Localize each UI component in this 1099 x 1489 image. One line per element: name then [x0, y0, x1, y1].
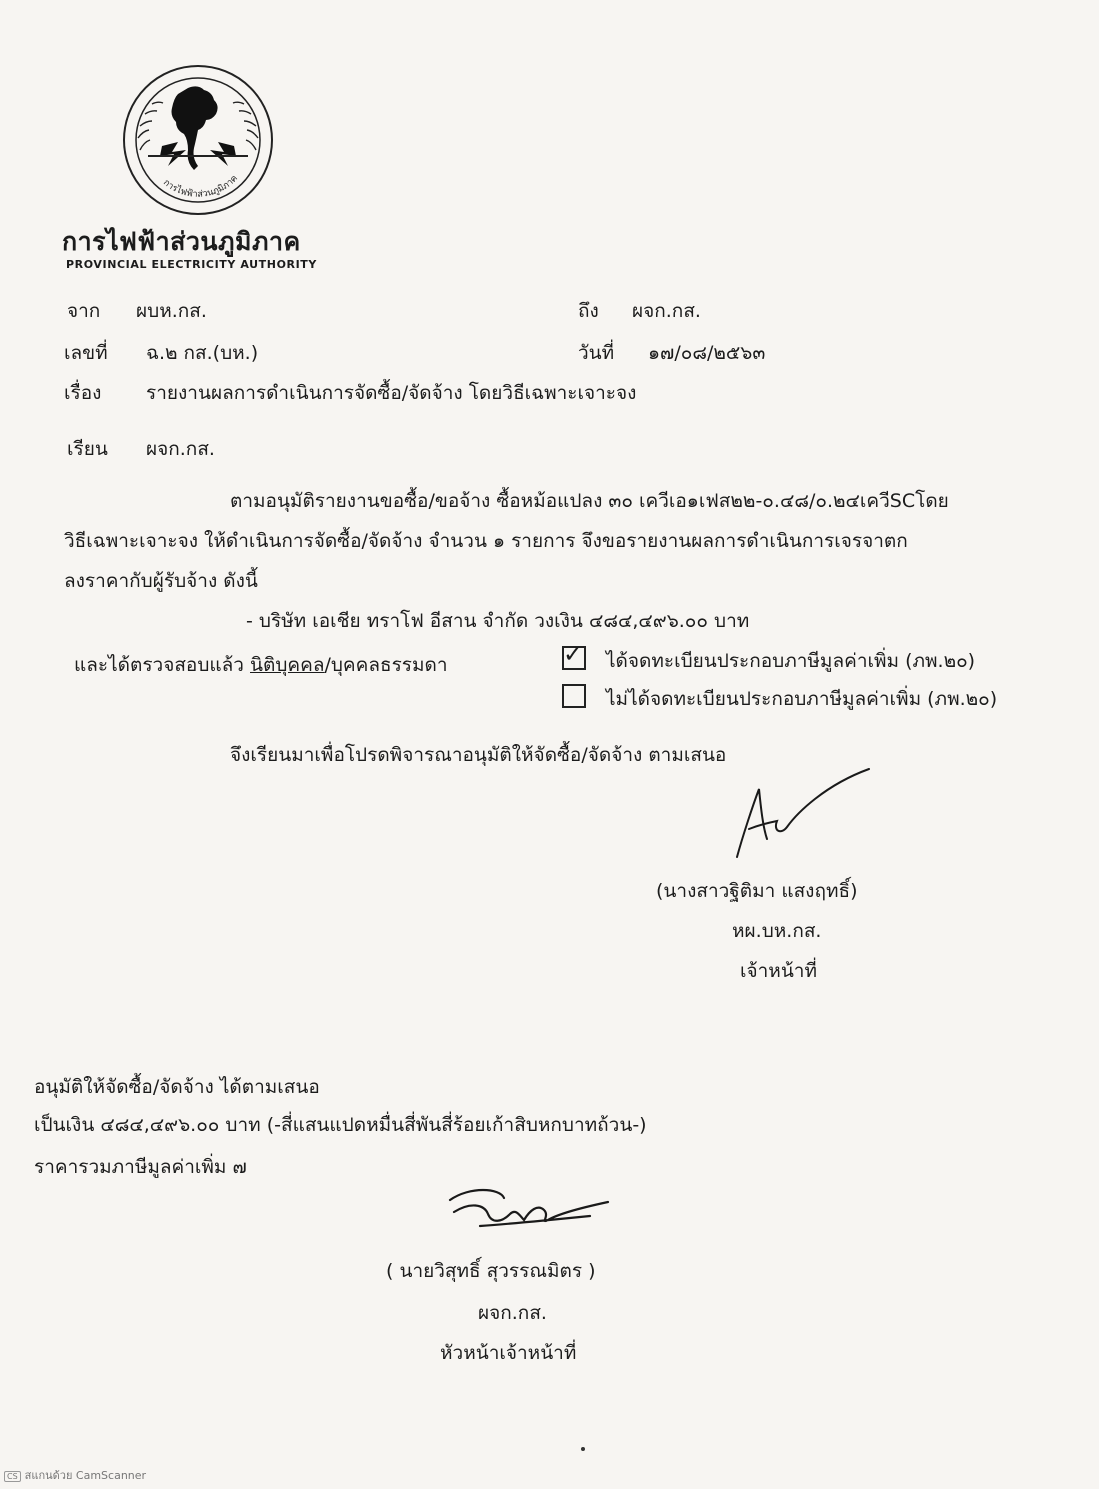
date-label: วันที่: [578, 342, 615, 364]
number-value: ฉ.๒ กส.(บห.): [146, 342, 259, 364]
subject-value: รายงานผลการดำเนินการจัดซื้อ/จัดจ้าง โดยวิธีเฉพาะเจาะจง: [146, 382, 637, 404]
check-prefix: และได้ตรวจสอบแล้ว: [74, 654, 251, 676]
from-value: ผบห.กส.: [136, 300, 207, 322]
logo-ring-text: การไฟฟ้าส่วนภูมิภาค: [161, 173, 240, 200]
signature-1: [725, 765, 875, 865]
signer-1-role: เจ้าหน้าที่: [740, 960, 818, 982]
salutation-label: เรียน: [67, 438, 108, 460]
body-line-3: ลงราคากับผู้รับจ้าง ดังนี้: [64, 570, 258, 592]
body-line-2: วิธีเฉพาะเจาะจง ให้ดำเนินการจัดซื้อ/จัดจ้าง จำนวน ๑ รายการ จึงขอรายงานผลการดำเนินการเจรจาตก: [64, 530, 908, 552]
pea-logo: [118, 60, 278, 220]
salutation-value: ผจก.กส.: [146, 438, 215, 460]
vat-registered-checkbox[interactable]: [562, 640, 586, 670]
signer-1-position: หผ.บห.กส.: [732, 920, 822, 942]
approval-line-2: เป็นเงิน ๔๘๔,๔๙๖.๐๐ บาท (-สี่แสนแปดหมื่นสี่พันสี่ร้อยเก้าสิบหกบาทถ้วน-): [34, 1114, 647, 1136]
check-underlined: นิติบุคคล: [250, 654, 325, 676]
vat-registered-label: ได้จดทะเบียนประกอบภาษีมูลค่าเพิ่ม (ภพ.๒๐): [606, 650, 976, 672]
approval-line-3: ราคารวมภาษีมูลค่าเพิ่ม ๗: [34, 1156, 247, 1178]
number-label: เลขที่: [64, 342, 108, 364]
org-name-thai: การไฟฟ้าส่วนภูมิภาค: [62, 227, 301, 256]
subject-label: เรื่อง: [64, 382, 102, 404]
camscanner-text: สแกนด้วย CamScanner: [24, 1469, 147, 1482]
check-suffix: /บุคคลธรรมดา: [324, 654, 448, 676]
vendor-line: - บริษัท เอเชีย ทราโฟ อีสาน จำกัด วงเงิน ๔๘๔,๔๙๖.๐๐ บาท: [246, 610, 750, 632]
signer-2-position: ผจก.กส.: [478, 1302, 547, 1324]
body-line-1: ตามอนุมัติรายงานขอซื้อ/ขอจ้าง ซื้อหม้อแปลง ๓๐ เควีเอ๑เฟส๒๒-๐.๔๘/๐.๒๔เควีSCโดย: [230, 490, 949, 512]
signer-2-role: หัวหน้าเจ้าหน้าที่: [440, 1342, 577, 1364]
signer-1-name: (นางสาวฐิติมา แสงฤทธิ์): [656, 880, 858, 902]
org-name-english: PROVINCIAL ELECTRICITY AUTHORITY: [66, 258, 317, 271]
camscanner-watermark: [4, 1466, 146, 1484]
checkmark-icon: ✓: [563, 640, 584, 668]
camscanner-logo-icon: CS: [4, 1471, 21, 1482]
check-statement: [74, 650, 448, 680]
approval-line-1: อนุมัติให้จัดซื้อ/จัดจ้าง ได้ตามเสนอ: [34, 1076, 320, 1098]
to-label: ถึง: [578, 300, 599, 322]
to-value: ผจก.กส.: [632, 300, 701, 322]
stray-dot: [581, 1447, 585, 1451]
closing-line: จึงเรียนมาเพื่อโปรดพิจารณาอนุมัติให้จัดซื้อ/จัดจ้าง ตามเสนอ: [230, 744, 727, 766]
vat-not-registered-label: ไม่ได้จดทะเบียนประกอบภาษีมูลค่าเพิ่ม (ภพ.๒๐): [606, 688, 998, 710]
date-value: ๑๗/๐๘/๒๕๖๓: [648, 342, 766, 364]
vat-not-registered-checkbox[interactable]: [562, 684, 586, 708]
from-label: จาก: [67, 300, 101, 322]
signature-2: [440, 1180, 620, 1240]
signer-2-name: ( นายวิสุทธิ์ สุวรรณมิตร ): [386, 1260, 596, 1282]
